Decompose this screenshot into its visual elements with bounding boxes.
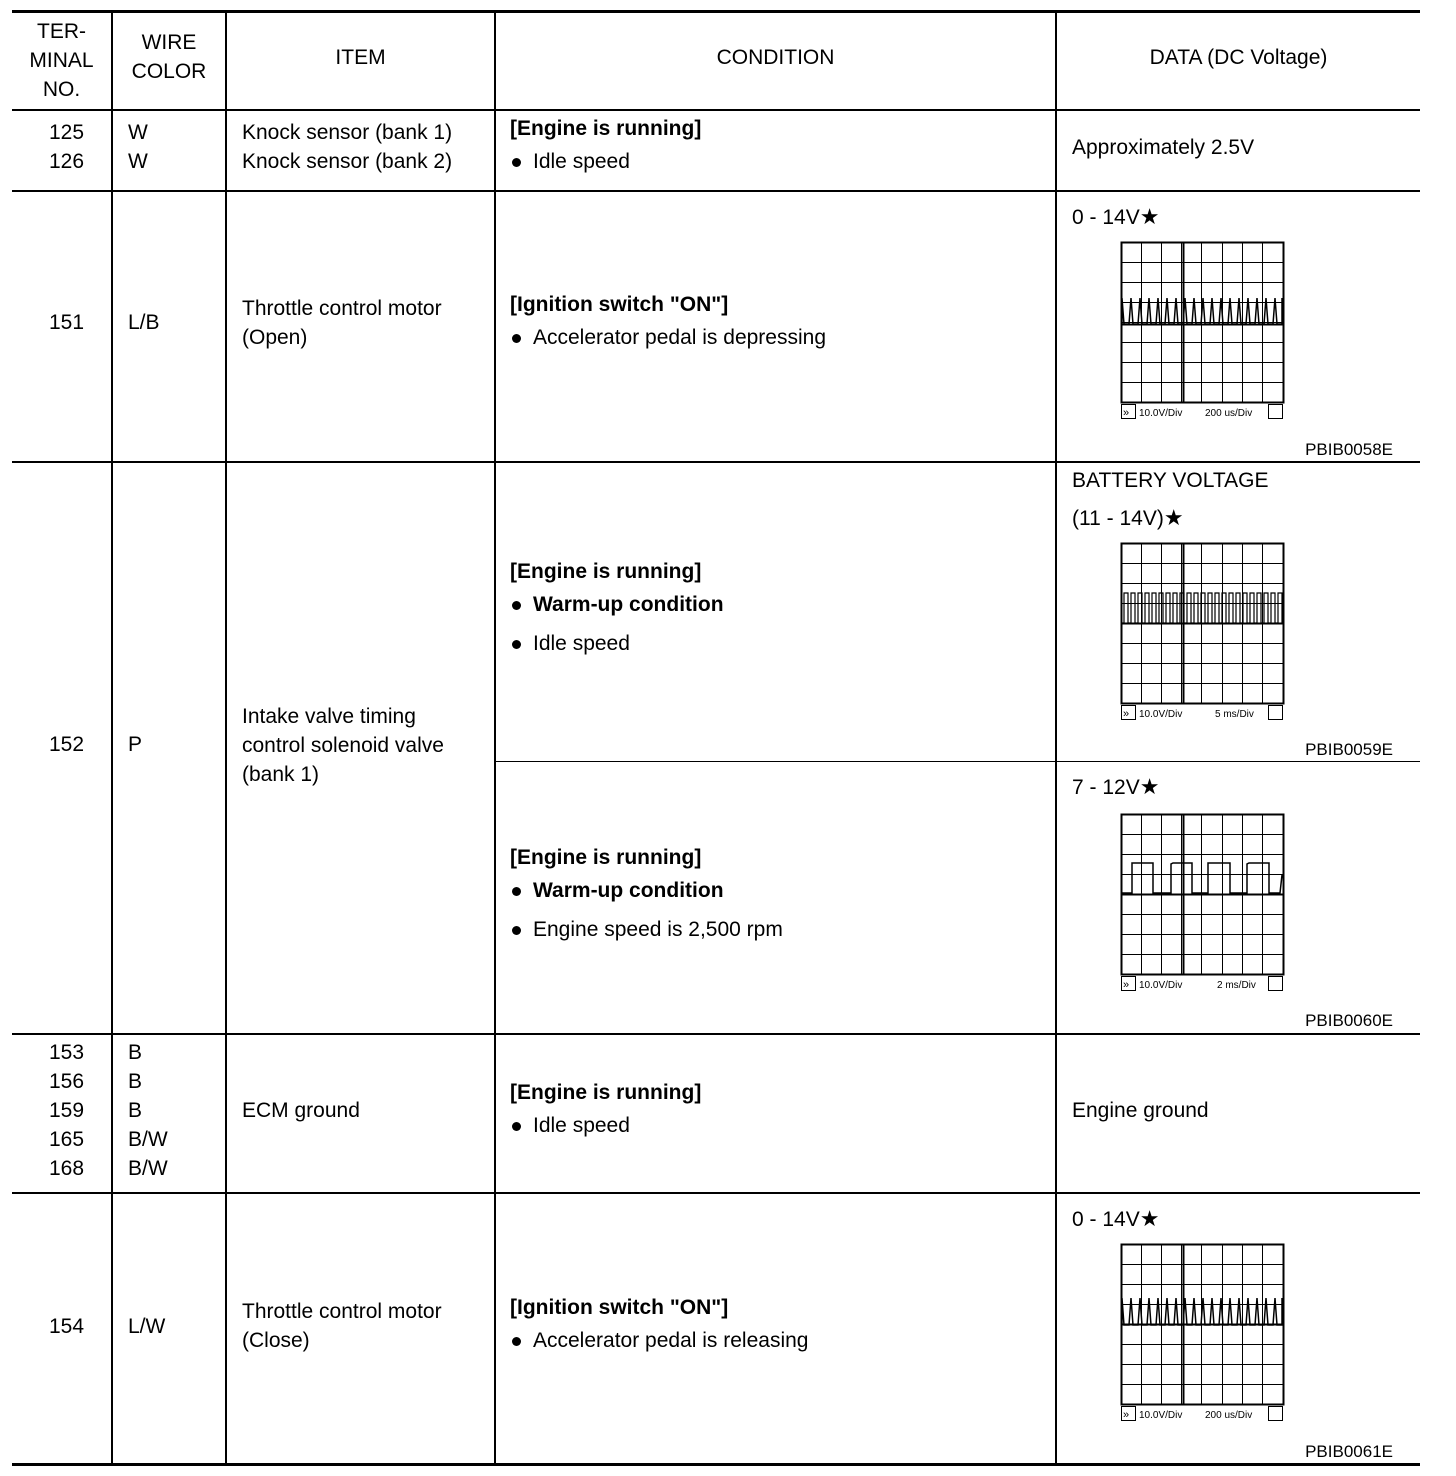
waveform-trace — [1122, 1298, 1282, 1325]
scope-marker: » — [1123, 979, 1130, 991]
data-voltage: 0 - 14V★ — [1072, 1206, 1160, 1231]
table-top-rule — [12, 10, 1420, 13]
data-cell — [1056, 463, 1420, 761]
header-wire-color: WIRE COLOR — [131, 31, 207, 83]
scope-time-label: 200 us/Div — [1205, 1410, 1253, 1421]
terminal-number: 152 — [48, 733, 85, 756]
terminal-number: 151 — [48, 311, 85, 334]
scope-volt-label: 10.0V/Div — [1139, 980, 1183, 991]
bullet-item: Accelerator pedal is releasing — [510, 1326, 1050, 1355]
scope-time-label: 5 ms/Div — [1215, 709, 1254, 720]
bullet-item: Warm-up condition — [510, 590, 1050, 619]
terminal-number: 154 — [48, 1315, 85, 1338]
data-voltage: 0 - 14V★ — [1072, 204, 1160, 229]
bullet-item: Idle speed — [510, 1111, 1050, 1140]
figure-id: PBIB0059E — [1305, 740, 1393, 759]
column-divider — [494, 10, 496, 1466]
bullet-item: Idle speed — [510, 629, 1050, 658]
bullet-item: Idle speed — [510, 147, 1050, 176]
scope-volt-label: 10.0V/Div — [1139, 709, 1183, 720]
condition-text: [Engine is running] Idle speed — [510, 1078, 1050, 1140]
oscilloscope-waveform — [1120, 813, 1286, 995]
oscilloscope-waveform — [1120, 542, 1286, 724]
star-icon: ★ — [1139, 204, 1160, 229]
bullet-item: Warm-up condition — [510, 876, 1050, 905]
star-icon: ★ — [1163, 505, 1184, 530]
terminal-numbers: 153 156 159 165 168 — [48, 1041, 85, 1180]
item-text: ECM ground — [242, 1099, 360, 1122]
scope-time-label: 2 ms/Div — [1217, 980, 1256, 991]
header-data: DATA (DC Voltage) — [1149, 46, 1328, 69]
scope-end-box — [1269, 1407, 1283, 1421]
scope-grid — [1122, 815, 1284, 975]
scope-end-box — [1269, 405, 1283, 419]
scope-marker: » — [1123, 1409, 1130, 1421]
item-text: Intake valve timing control solenoid valve (bank 1) — [242, 705, 444, 786]
data-voltage: 7 - 12V★ — [1072, 774, 1160, 799]
wire-color: L/B — [128, 311, 160, 334]
figure-id: PBIB0058E — [1305, 440, 1393, 459]
header-item: ITEM — [335, 46, 386, 69]
scope-grid — [1122, 544, 1284, 704]
waveform-trace — [1122, 298, 1282, 324]
wire-color: L/W — [128, 1315, 166, 1338]
scope-volt-label: 10.0V/Div — [1139, 408, 1183, 419]
data-voltage: BATTERY VOLTAGE — [1072, 469, 1269, 492]
condition-text: [Engine is running] Warm-up condition Idle speed — [510, 557, 1050, 658]
data-text: Engine ground — [1072, 1099, 1209, 1122]
header-terminal-no: TER- MINAL NO. — [29, 20, 94, 101]
bullet-item: Engine speed is 2,500 rpm — [510, 915, 1050, 944]
bullet-item: Accelerator pedal is depressing — [510, 323, 1050, 352]
data-cell — [1056, 192, 1420, 461]
data-cell — [1056, 762, 1420, 1033]
oscilloscope-waveform — [1120, 1243, 1286, 1425]
table-bottom-rule — [12, 1463, 1420, 1466]
scope-marker: » — [1123, 407, 1130, 419]
figure-id: PBIB0061E — [1305, 1442, 1393, 1461]
item-text: Knock sensor (bank 1) Knock sensor (bank 2) — [242, 121, 453, 173]
data-cell — [1056, 1194, 1420, 1463]
scope-volt-label: 10.0V/Div — [1139, 1410, 1183, 1421]
scope-end-box — [1269, 977, 1283, 991]
header-condition: CONDITION — [716, 46, 835, 69]
condition-text: [Ignition switch "ON"] Accelerator pedal is releasing — [510, 1293, 1050, 1355]
header-bottom-rule — [12, 109, 1420, 111]
item-text: Throttle control motor (Close) — [242, 1300, 442, 1352]
data-text: Approximately 2.5V — [1072, 136, 1255, 159]
condition-text: [Engine is running] Warm-up condition Engine speed is 2,500 rpm — [510, 843, 1050, 944]
wire-colors: B B B B/W B/W — [128, 1041, 168, 1180]
condition-text: [Ignition switch "ON"] Accelerator pedal is depressing — [510, 290, 1050, 352]
scope-time-label: 200 us/Div — [1205, 408, 1253, 419]
item-text: Throttle control motor (Open) — [242, 297, 442, 349]
ecm-terminal-table — [12, 10, 1420, 1466]
row-divider — [12, 1033, 1420, 1035]
terminal-numbers: 125 126 — [48, 121, 85, 173]
scope-marker: » — [1123, 708, 1130, 720]
wire-colors: W W — [128, 121, 148, 173]
wire-color: P — [128, 733, 143, 756]
star-icon: ★ — [1139, 1206, 1160, 1231]
oscilloscope-waveform — [1120, 241, 1286, 423]
figure-id: PBIB0060E — [1305, 1011, 1393, 1030]
column-divider — [225, 10, 227, 1466]
scope-end-box — [1269, 706, 1283, 720]
star-icon: ★ — [1139, 774, 1160, 799]
condition-text: [Engine is running] Idle speed — [510, 114, 1050, 176]
data-voltage-range: (11 - 14V)★ — [1072, 505, 1184, 530]
